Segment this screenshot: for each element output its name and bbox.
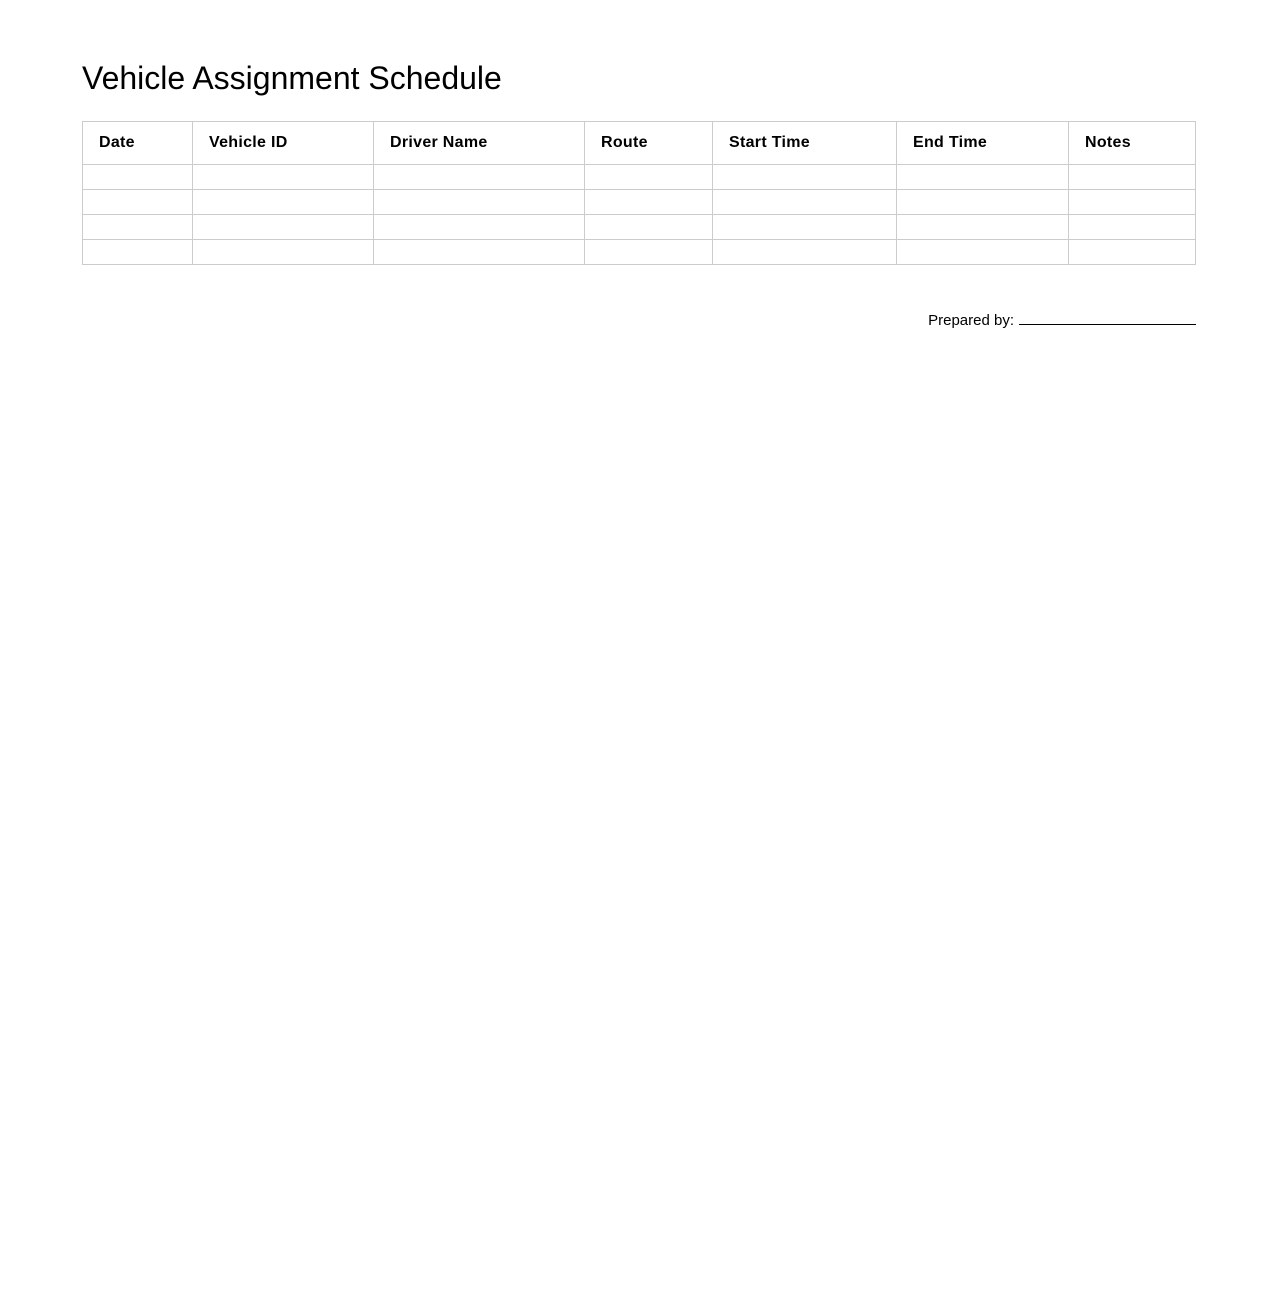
cell-start-time[interactable] bbox=[713, 165, 897, 190]
cell-notes[interactable] bbox=[1069, 165, 1196, 190]
prepared-by-label: Prepared by: bbox=[928, 312, 1014, 329]
header-row bbox=[83, 122, 1196, 165]
cell-start-time[interactable] bbox=[713, 240, 897, 265]
column-header-driver-name: Driver Name bbox=[374, 122, 585, 165]
cell-route[interactable] bbox=[585, 215, 713, 240]
cell-vehicle-id[interactable] bbox=[193, 240, 374, 265]
cell-date[interactable] bbox=[83, 190, 193, 215]
cell-notes[interactable] bbox=[1069, 240, 1196, 265]
table-row bbox=[83, 165, 1196, 190]
prepared-by bbox=[928, 310, 1196, 329]
cell-start-time[interactable] bbox=[713, 215, 897, 240]
cell-vehicle-id[interactable] bbox=[193, 190, 374, 215]
cell-vehicle-id[interactable] bbox=[193, 165, 374, 190]
column-header-start-time: Start Time bbox=[713, 122, 897, 165]
column-header-date: Date bbox=[83, 122, 193, 165]
table-row bbox=[83, 215, 1196, 240]
column-header-route: Route bbox=[585, 122, 713, 165]
table-row bbox=[83, 190, 1196, 215]
cell-driver-name[interactable] bbox=[374, 165, 585, 190]
prepared-by-signature-line[interactable] bbox=[1019, 310, 1196, 325]
column-header-notes: Notes bbox=[1069, 122, 1196, 165]
cell-driver-name[interactable] bbox=[374, 190, 585, 215]
cell-driver-name[interactable] bbox=[374, 240, 585, 265]
cell-date[interactable] bbox=[83, 215, 193, 240]
cell-route[interactable] bbox=[585, 190, 713, 215]
table-row bbox=[83, 240, 1196, 265]
cell-notes[interactable] bbox=[1069, 190, 1196, 215]
cell-date[interactable] bbox=[83, 240, 193, 265]
cell-route[interactable] bbox=[585, 240, 713, 265]
cell-driver-name[interactable] bbox=[374, 215, 585, 240]
cell-start-time[interactable] bbox=[713, 190, 897, 215]
cell-notes[interactable] bbox=[1069, 215, 1196, 240]
column-header-vehicle-id: Vehicle ID bbox=[193, 122, 374, 165]
cell-end-time[interactable] bbox=[897, 165, 1069, 190]
cell-end-time[interactable] bbox=[897, 240, 1069, 265]
cell-route[interactable] bbox=[585, 165, 713, 190]
document-title: Vehicle Assignment Schedule bbox=[82, 60, 502, 96]
cell-end-time[interactable] bbox=[897, 190, 1069, 215]
cell-vehicle-id[interactable] bbox=[193, 215, 374, 240]
schedule-table bbox=[82, 121, 1196, 265]
cell-date[interactable] bbox=[83, 165, 193, 190]
cell-end-time[interactable] bbox=[897, 215, 1069, 240]
column-header-end-time: End Time bbox=[897, 122, 1069, 165]
